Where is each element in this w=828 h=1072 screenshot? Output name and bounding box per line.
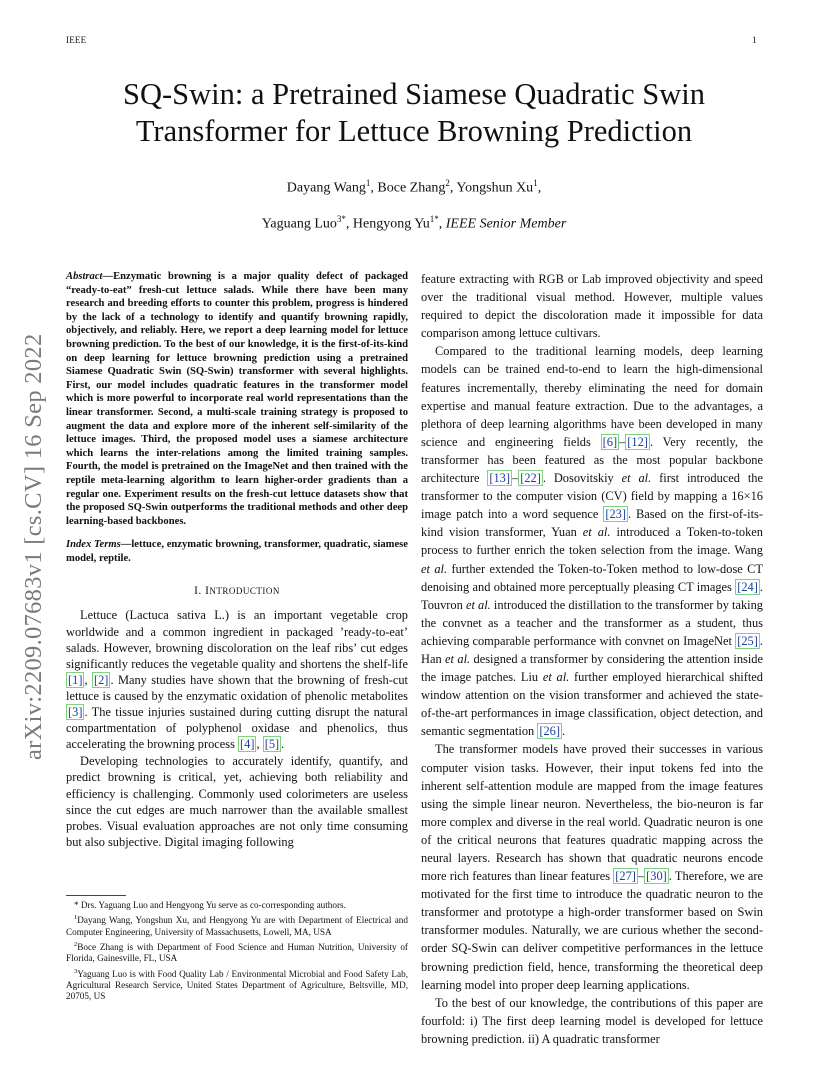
author-role: IEEE Senior Member	[445, 216, 567, 232]
footnotes	[66, 900, 408, 1004]
footnote-affiliation-2: $^2$Boce Zhang is with Department of Food Science and Human Nutrition, University of Florida, Gainesville, FL, USA	[66, 940, 408, 964]
author-name: Hengyong Yu	[352, 216, 430, 232]
right-paragraph-2: The transformer models have proved their successes in various computer vision tasks. However, their input tokens fed into the inherent self-attention module are mapped from the image features using the simple linear neuron. Nevertheless, the bio-neuron is far more complex and diverse in the real world. Quadratic neuron is one of the critical neurons that features quadratic mapping across the neural layers. Research has shown that quadratic neurons encode more rich features than linear features [27] – [30] . Therefore, we are motivated for the first time to introduce the quadratic neuron to the transformer and prototype a high-order transformer based on Swin transformer modules. Naturally, we are curious whether the second-order SQ-Swin can deliver competitive performances in the lettuce browning prediction field, hence, transforming the theoretical deep learning model into proper deep learning applications.	[421, 742, 763, 992]
citation-link[interactable]: [22]	[520, 471, 541, 486]
author-line-2: Yaguang Luo$^{3*}$, Hengyong $Yu^{1*}$, IEEE Senior Member	[261, 213, 567, 232]
author-name: Yongshun Xu	[456, 180, 534, 196]
abstract	[66, 270, 408, 528]
paper-title	[60, 76, 768, 150]
index-terms-lead: Index Terms	[66, 539, 121, 551]
affiliation-mark: 3*	[336, 213, 346, 224]
citation-link[interactable]: [1]	[68, 672, 83, 687]
right-column	[421, 270, 763, 1048]
index-terms-text: —lettuce, enzymatic browning, transformer, quadratic, siamese model, reptile.	[66, 539, 408, 564]
page-number: 1	[752, 35, 757, 45]
affiliation-mark: 1*	[429, 213, 439, 224]
citation-link[interactable]: [24]	[737, 579, 758, 594]
author-name: Yaguang Luo	[261, 216, 337, 232]
citation-link[interactable]: [4]	[240, 737, 255, 752]
title-line-1: SQ-Swin: a Pretrained Siamese Quadratic Swin	[123, 77, 705, 111]
intro-paragraph-1: Lettuce (Lactuca sativa L.) is an important vegetable crop worldwide and a common ingredient in packaged ’ready-to-eat’ salads. However, browning discoloration on the leaf ribs’ cut edges significantly reduces the vegetable quality and shortens the shelf-life [1] , [2] . Many studies have shown that the browning of fresh-cut lettuce is caused by the enzymatic oxidation of phenolic metabolites [3] . The tissue injuries sustained during cutting disrupt the natural compartmentation of polyphenol oxidase and phenolics, thus accelerating the browning process [4] , [5] .	[66, 608, 408, 752]
footnote-corresponding: * Drs. Yaguang Luo and Hengyong Yu serve as co-corresponding authors.	[74, 900, 346, 910]
right-paragraph-0: feature extracting with RGB or Lab improved objectivity and speed over the traditional visual method. However, multiple values required to depict the discoloration made it impossible for data comparison among lettuce cultivars.	[421, 272, 763, 341]
citation-link[interactable]: [2]	[93, 672, 109, 687]
author-name: Dayang Wang	[286, 180, 366, 196]
title-line-2: Transformer for Lettuce Browning Prediction	[135, 114, 693, 148]
author-name: Boce Zhang	[377, 180, 446, 196]
citation-link[interactable]: [13]	[489, 471, 511, 486]
author-list	[60, 168, 768, 239]
citation-link[interactable]: [27]	[615, 869, 636, 884]
footnote-affiliation-3: $^3$Yaguang Luo is with Food Quality Lab / Environmental Microbial and Food Safety Lab, Agricultural Research Service, United States Department of Agriculture, Beltsville, MD, 20705, US	[66, 967, 408, 1002]
affiliation-mark: 1	[365, 178, 371, 188]
arxiv-stamp: arXiv:2209.07683v1 [cs.CV] 16 Sep 2022	[20, 333, 47, 760]
citation-link[interactable]: [5]	[264, 737, 280, 752]
citation-link[interactable]: [30]	[646, 869, 667, 884]
right-paragraph-1: Compared to the traditional learning models, deep learning models can be trained end-to-end to learn the high-dimensional features incrementally, thereby eliminating the need for domain expertise and manual feature extraction. Due to the advantages, a plethora of deep learning algorithms have been developed in many science and engineering fields [6] – [12] . Very recently, the transformer has been featured as the most popular backbone architecture [13] – [22] . Dosovitskiy et al. first introduced the transformer to the computer vision (CV) field by mapping a 16×16 image patch into a word sequence [23] . Based on the first-of-its-kind vision transformer, Yuan et al. introduced a Token-to-token process to further enrich the token selection from the image. Wang et al. further extended the Token-to-Token method to low-dose CT denoising and obtained more perceptually pleasing CT images [24] . Touvron et al. introduced the distillation to the transformer by taking the convnet as a teacher and the transformer as a student, thus achieving comparable performance with convnet on ImageNet [25] . Han et al. designed a transformer by considering the attention inside the image patches. Liu et al. further employed hierarchical shifted window attention on the vision transformer and achieved the state-of-the-art performances in image classification, object detection, and semantic segmentation [26] .	[421, 344, 763, 739]
right-paragraph-3: To the best of our knowledge, the contributions of this paper are fourfold: i) The first deep learning model is developed for lettuce browning prediction. ii) A quadratic transformer	[421, 995, 763, 1046]
citation-link[interactable]: [3]	[68, 705, 83, 720]
citation-link[interactable]: [23]	[605, 507, 626, 522]
citation-link[interactable]: [6]	[602, 434, 618, 449]
citation-link[interactable]: [25]	[737, 633, 758, 648]
footnote-affiliation-1: $^1$Dayang Wang, Yongshun Xu, and Hengyong Yu are with Department of Electrical and Computer Engineering, University of Massachusetts, Lowell, MA, USA	[66, 914, 408, 937]
intro-paragraph-2: Developing technologies to accurately identify, quantify, and predict browning is critical, yet, achieving both reliability and efficiency is challenging. Commonly used colorimeters are useless since the cut edges are much narrower than the available smallest probes. Visual evaluation approaches are not only time consuming but also subjective. Digital imaging following	[66, 754, 408, 849]
index-terms	[66, 538, 408, 565]
footnote-rule	[66, 895, 126, 896]
abstract-lead: Abstract	[66, 271, 103, 282]
affiliation-mark: 1	[533, 178, 538, 188]
affiliation-mark: 2	[445, 178, 450, 188]
citation-link[interactable]: [26]	[539, 724, 560, 739]
running-header: IEEE	[66, 35, 87, 45]
section-heading-introduction: I. INTRODUCTION	[194, 585, 280, 598]
author-line-1: Dayang Wang$^1$, Boce Zhang$^2$, Yongshun Xu$^1$,	[286, 178, 542, 196]
left-column	[66, 270, 408, 850]
citation-link[interactable]: [12]	[627, 434, 648, 449]
abstract-text: —Enzymatic browning is a major quality defect of packaged “ready-to-eat” fresh-cut lettuce salads. While there have been many research and breeding efforts to counter this problem, progress is hindered by the lack of a technology to identify and quantify browning rapidly, objectively, and reliably. Here, we report a deep learning model for lettuce browning prediction. To the best of our knowledge, it is the first-of-its-kind on deep learning for lettuce browning prediction using a pretrained Siamese Quadratic Swin (SQ-Swin) transformer with several highlights. First, our model includes quadratic features in the transformer model which is more powerful to incorporate real world representations than the linear transformer. Second, a multi-scale training strategy is proposed to augment the data and explore more of the inherent self-similarity of the lettuce images. Third, the proposed model uses a siamese architecture which learns the inter-relations among the limited training samples. Fourth, the model is pretrained on the ImageNet and then trained with the reptile meta-learning algorithm to learn higher-order gradients than a regular one. Experiment results on the fresh-cut lettuce datasets show that the proposed SQ-Swin outperforms the traditional methods and other deep learning-based backbones.	[66, 271, 408, 527]
